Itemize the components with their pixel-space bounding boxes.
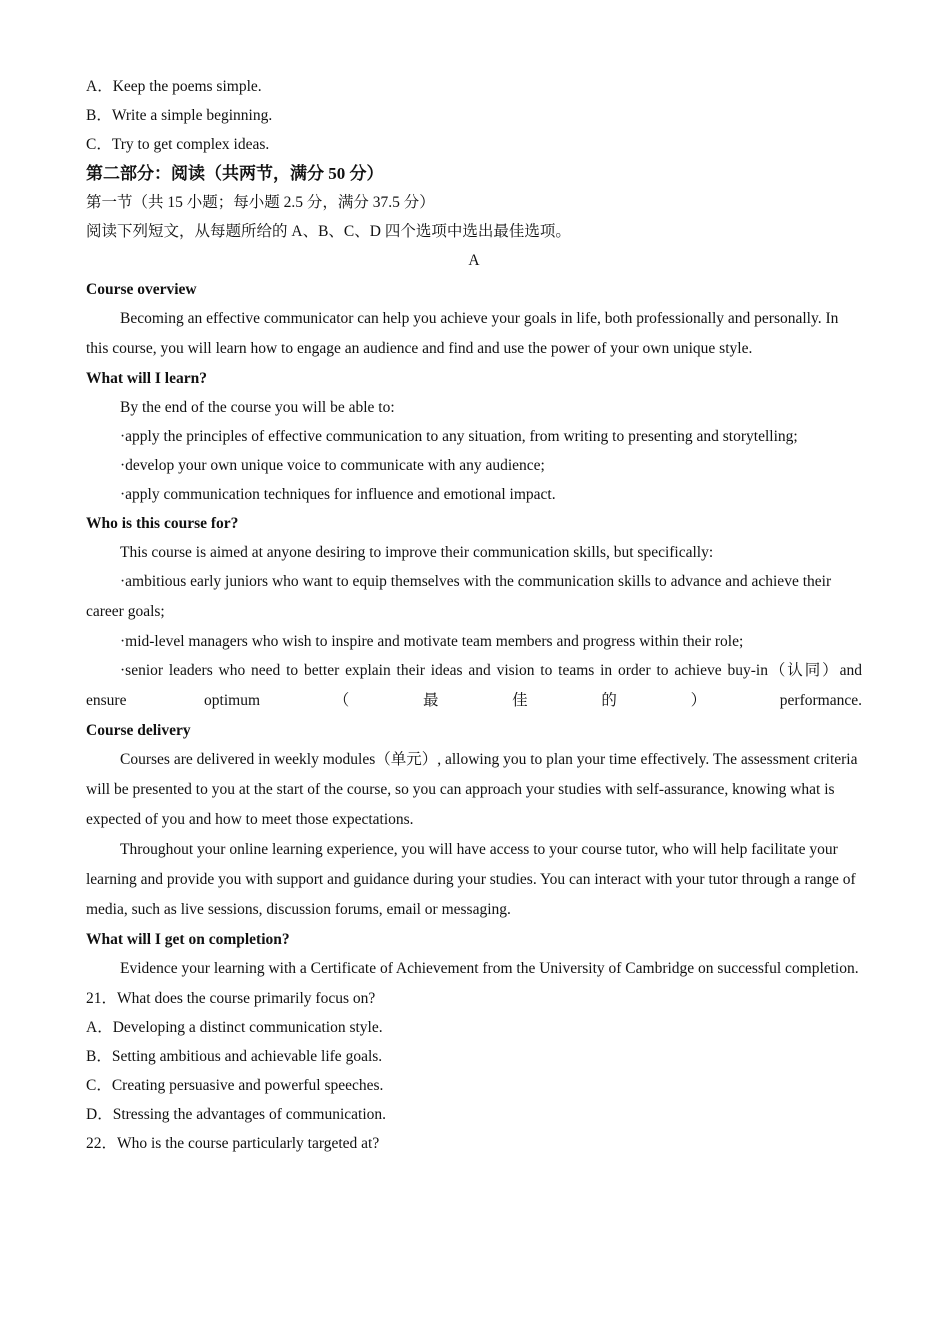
question-21-option-c: C．Creating persuasive and powerful speeches.: [86, 1077, 384, 1094]
question-21-option-a: A．Developing a distinct communication style.: [86, 1019, 383, 1036]
option-a: A．Keep the poems simple.: [86, 78, 262, 95]
part-title: 第二部分：阅读（共两节，满分 50 分）: [86, 164, 384, 183]
completion-text: Evidence your learning with a Certificate of Achievement from the University of Cambridge on successful completion.: [120, 960, 859, 977]
learn-item: ·apply communication techniques for influence and emotional impact.: [120, 486, 556, 503]
learn-intro: By the end of the course you will be able to:: [120, 399, 395, 416]
question-21-option-d: D．Stressing the advantages of communication.: [86, 1106, 387, 1123]
audience-intro: This course is aimed at anyone desiring to improve their communication skills, but specifically:: [120, 544, 714, 561]
delivery-paragraph: Throughout your online learning experience, you will have access to your course tutor, who will help facilitate your learning and provide you with support and guidance during your studies. You can interact with your tutor through a range of media, such as live sessions, discussion forums, email or messaging.: [86, 841, 856, 918]
learn-heading: What will I learn?: [86, 370, 207, 387]
question-21-option-b: B．Setting ambitious and achievable life goals.: [86, 1048, 383, 1065]
completion-heading: What will I get on completion?: [86, 931, 290, 948]
course-overview-text: Becoming an effective communicator can help you achieve your goals in life, both professionally and personally. In this course, you will learn how to engage an audience and find and use the power of your own unique style.: [86, 310, 839, 357]
instruction: 阅读下列短文，从每题所给的 A、B、C、D 四个选项中选出最佳选项。: [86, 223, 571, 240]
question-22-stem: 22．Who is the course particularly targeted at?: [86, 1135, 380, 1152]
audience-item: ·ambitious early juniors who want to equip themselves with the communication skills to advance and achieve their career goals;: [86, 573, 832, 620]
audience-item: ·mid-level managers who wish to inspire and motivate team members and progress within their role;: [120, 633, 744, 650]
option-b: B．Write a simple beginning.: [86, 107, 273, 124]
passage-label: A: [468, 252, 480, 269]
audience-item: ·senior leaders who need to better explain their ideas and vision to teams in order to achieve buy-in（认同）and ensure optimum（最佳的）performance.: [86, 662, 862, 709]
audience-heading: Who is this course for?: [86, 515, 239, 532]
delivery-heading: Course delivery: [86, 722, 191, 739]
option-c: C．Try to get complex ideas.: [86, 136, 270, 153]
learn-item: ·develop your own unique voice to communicate with any audience;: [120, 457, 545, 474]
exam-page: [86, 72, 862, 1158]
delivery-paragraph: Courses are delivered in weekly modules（单元）, allowing you to plan your time effectively. The assessment criteria will be presented to you at the start of the course, so you can approach your studies with self-assurance, knowing what is expected of you and how to meet those expectations.: [86, 751, 858, 828]
question-21-stem: 21．What does the course primarily focus on?: [86, 990, 376, 1007]
section-info: 第一节（共 15 小题；每小题 2.5 分，满分 37.5 分）: [86, 194, 435, 211]
learn-item: ·apply the principles of effective communication to any situation, from writing to presenting and storytelling;: [120, 428, 798, 445]
course-overview-heading: Course overview: [86, 281, 197, 298]
